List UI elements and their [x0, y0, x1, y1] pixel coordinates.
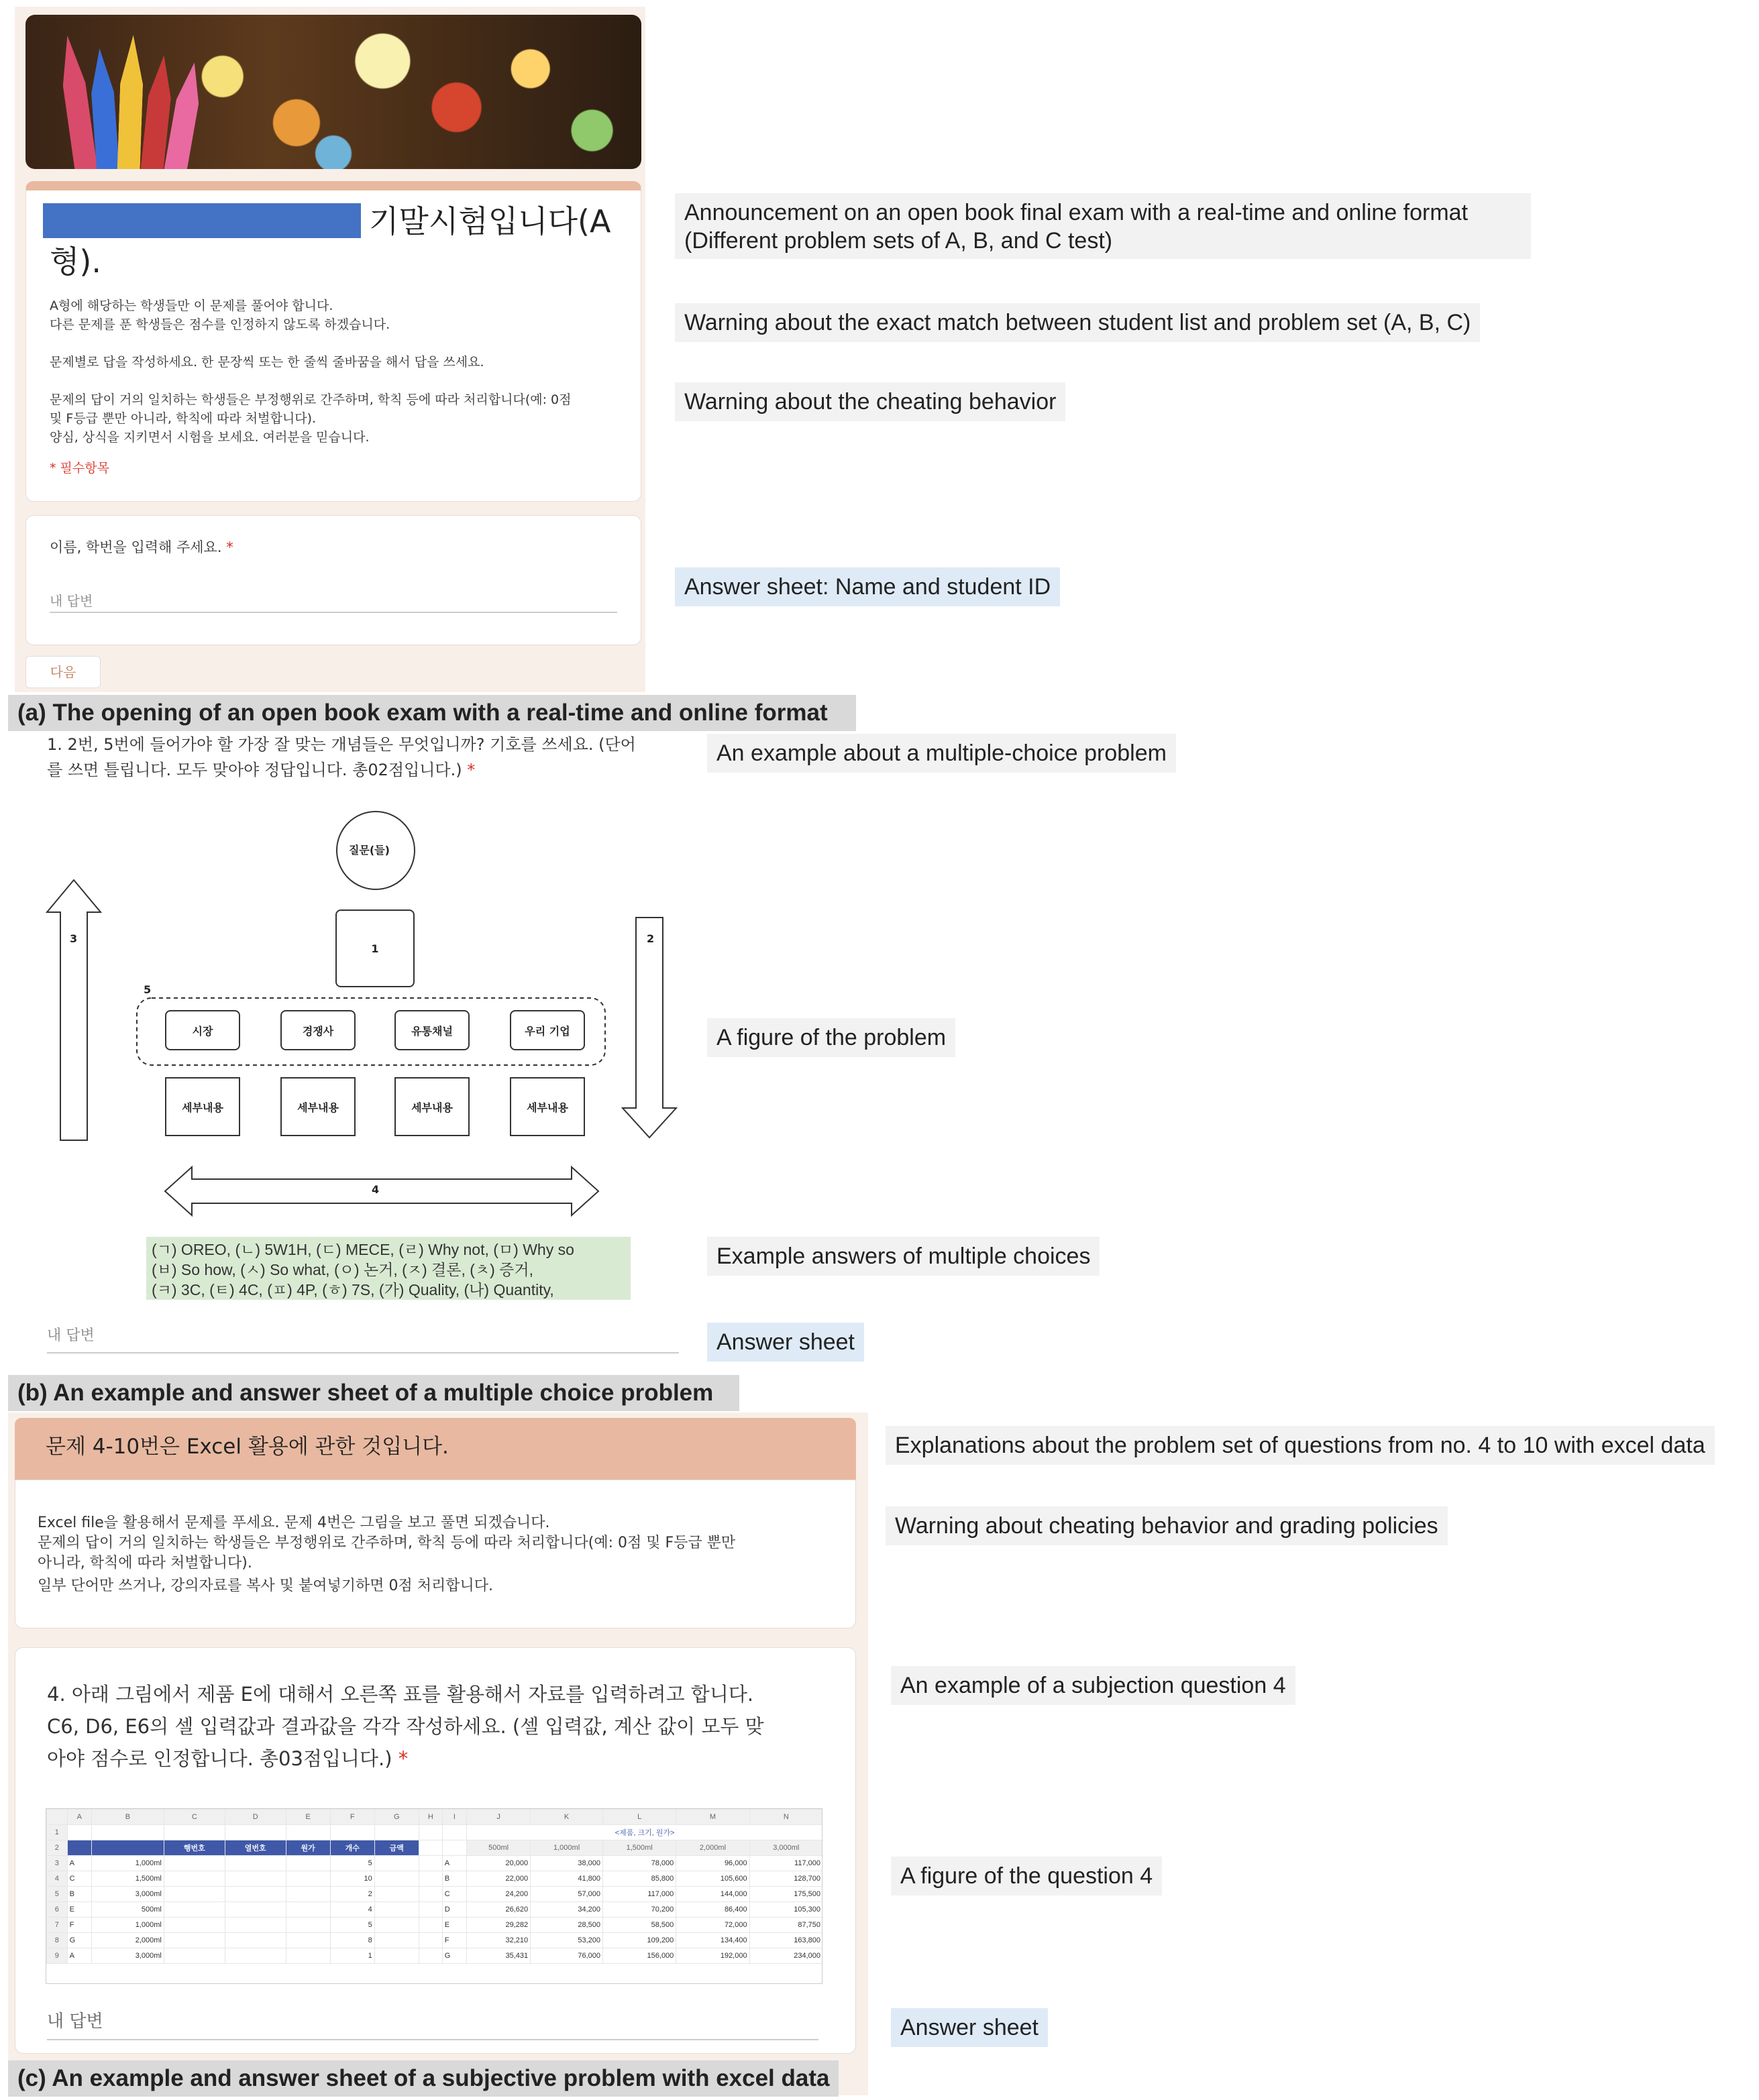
sheet-cell: B	[67, 1887, 91, 1902]
column-letter: E	[286, 1810, 330, 1825]
sheet-cell: C	[67, 1871, 91, 1887]
sheet-cell: B	[442, 1871, 466, 1887]
sheet-cell: 1,500ml	[92, 1871, 164, 1887]
callout-question-4: An example of a subjection question 4	[891, 1666, 1295, 1705]
excel-screenshot	[46, 1808, 822, 1984]
sheet-header: 행번호	[164, 1840, 225, 1856]
row-number: 6	[47, 1902, 68, 1918]
sheet-cell: 117,000	[603, 1887, 676, 1902]
callout-excel-explanation: Explanations about the problem set of questions from no. 4 to 10 with excel data	[886, 1426, 1715, 1465]
caption-c: (c) An example and answer sheet of a subjective problem with excel data	[8, 2060, 839, 2097]
sheet-cell	[92, 1840, 164, 1856]
column-letter: B	[92, 1810, 164, 1825]
column-letter: D	[225, 1810, 286, 1825]
next-button[interactable]: 다음	[25, 656, 101, 688]
sheet-cell	[286, 1948, 330, 1964]
sheet-cell	[419, 1871, 442, 1887]
sheet-cell: 4	[330, 1902, 374, 1918]
sheet-cell	[419, 1887, 442, 1902]
sheet-cell: 28,500	[531, 1918, 603, 1933]
sheet-cell: 192,000	[676, 1948, 749, 1964]
callout-answer-sheet-c: Answer sheet	[891, 2008, 1048, 2047]
callout-example-answers: Example answers of multiple choices	[707, 1237, 1100, 1276]
callout-question-4-figure: A figure of the question 4	[891, 1857, 1162, 1895]
sheet-cell	[225, 1948, 286, 1964]
sheet-cell: A	[67, 1856, 91, 1871]
sheet-cell: 1,000ml	[92, 1856, 164, 1871]
sheet-cell: 58,500	[603, 1918, 676, 1933]
double-arrow-4	[165, 1167, 598, 1215]
sheet-cell: 500ml	[92, 1902, 164, 1918]
section-header-text: 문제 4-10번은 Excel 활용에 관한 것입니다.	[46, 1435, 449, 1459]
sheet-cell: G	[442, 1948, 466, 1964]
sheet-cell: 163,800	[749, 1933, 822, 1948]
excel-table	[46, 1809, 822, 1964]
row-number: 1	[47, 1825, 68, 1840]
callout-name-answer-sheet: Answer sheet: Name and student ID	[675, 567, 1060, 606]
problem-diagram	[40, 805, 684, 1234]
sheet-size-header: 2,000ml	[676, 1840, 749, 1856]
callout-grading-warning: Warning about cheating behavior and grading policies	[886, 1506, 1448, 1545]
row-number: 8	[47, 1933, 68, 1948]
sheet-cell	[374, 1902, 419, 1918]
sheet-cell	[374, 1918, 419, 1933]
sheet-cell	[419, 1902, 442, 1918]
column-letter	[47, 1810, 68, 1825]
sheet-cell: 22,000	[467, 1871, 531, 1887]
form-description-line: A형에 해당하는 학생들만 이 문제를 풀어야 합니다.	[50, 298, 333, 313]
sheet-cell: 3,000ml	[92, 1948, 164, 1964]
sheet-cell: C	[442, 1887, 466, 1902]
sheet-cell	[164, 1948, 225, 1964]
sheet-cell: 156,000	[603, 1948, 676, 1964]
form-description-line: 및 F등급 뿐만 아니라, 학칙에 따라 처벌합니다).	[50, 411, 317, 426]
column-letter: F	[330, 1810, 374, 1825]
column-letter: H	[419, 1810, 442, 1825]
sheet-cell: 70,200	[603, 1902, 676, 1918]
sheet-cell: 1	[330, 1948, 374, 1964]
sheet-header: 열번호	[225, 1840, 286, 1856]
down-arrow-2	[623, 918, 676, 1138]
detail-box: 세부내용	[165, 1077, 240, 1136]
form-title: 기말시험입니다(A	[369, 203, 611, 239]
sheet-cell	[225, 1887, 286, 1902]
question-4-text-line3: 아야 점수로 인정합니다. 총03점입니다.) *	[47, 1747, 409, 1770]
sheet-cell: E	[67, 1902, 91, 1918]
sheet-cell: 5	[330, 1856, 374, 1871]
sheet-cell	[419, 1918, 442, 1933]
row-number: 2	[47, 1840, 68, 1856]
box-1: 1	[335, 909, 415, 987]
form-description-line: 문제별로 답을 작성하세요. 한 문장씩 또는 한 줄씩 줄바꿈을 해서 답을 쓰세요.	[50, 355, 484, 370]
column-letter: A	[67, 1810, 91, 1825]
concept-box-market: 시장	[165, 1010, 240, 1050]
sheet-cell	[164, 1825, 225, 1840]
row-number: 3	[47, 1856, 68, 1871]
sheet-table-title: <제품, 크기, 원가>	[467, 1825, 822, 1840]
answer-underline	[47, 2039, 818, 2040]
sheet-cell: 117,000	[749, 1856, 822, 1871]
sheet-cell	[164, 1933, 225, 1948]
sheet-cell	[419, 1948, 442, 1964]
sheet-header: 개수	[330, 1840, 374, 1856]
sheet-cell	[419, 1856, 442, 1871]
question-1-text: 1. 2번, 5번에 들어가야 할 가장 잘 맞는 개념들은 무엇입니까? 기호를 쓰세요. (단어	[47, 735, 636, 754]
sheet-cell	[164, 1887, 225, 1902]
multiple-choice-options: (ㄱ) OREO, (ㄴ) 5W1H, (ㄷ) MECE, (ㄹ) Why not, (ㅁ) Why so (ㅂ) So how, (ㅅ) So what, (ㅇ) 논거, (ㅈ) 결론, (ㅊ) 증거, (ㅋ) 3C, (ㅌ) 4C, (ㅍ) 4P, (ㅎ) 7S, (가) Quality, (나) Quantity,	[146, 1237, 631, 1300]
sheet-cell: 2,000ml	[92, 1933, 164, 1948]
sheet-cell	[225, 1856, 286, 1871]
sheet-cell: F	[67, 1918, 91, 1933]
sheet-cell	[225, 1902, 286, 1918]
sheet-cell: 24,200	[467, 1887, 531, 1902]
form-description-line: 양심, 상식을 지키면서 시험을 보세요. 여러분을 믿습니다.	[50, 430, 370, 445]
sheet-cell: 109,200	[603, 1933, 676, 1948]
excel-instruction-line: 문제의 답이 거의 일치하는 학생들은 부정행위로 간주하며, 학칙 등에 따라 처리합니다(예: 0점 및 F등급 뿐만	[38, 1535, 736, 1551]
header-banner-image	[25, 15, 641, 169]
sheet-cell	[286, 1887, 330, 1902]
form-title-line2: 형).	[50, 243, 102, 280]
sheet-cell: A	[442, 1856, 466, 1871]
sheet-cell: 26,620	[467, 1902, 531, 1918]
sheet-cell	[286, 1825, 330, 1840]
sheet-cell	[374, 1887, 419, 1902]
sheet-size-header: 1,000ml	[531, 1840, 603, 1856]
sheet-cell	[225, 1825, 286, 1840]
label-2: 2	[647, 932, 655, 945]
sheet-cell	[442, 1825, 466, 1840]
sheet-cell	[92, 1825, 164, 1840]
concept-box-channel: 유통채널	[394, 1010, 470, 1050]
sheet-size-header: 3,000ml	[749, 1840, 822, 1856]
sheet-cell	[286, 1871, 330, 1887]
redacted-course-name	[43, 203, 361, 238]
sheet-cell: D	[442, 1902, 466, 1918]
column-letter: M	[676, 1810, 749, 1825]
excel-instruction-line: 일부 단어만 쓰거나, 강의자료를 복사 및 붙여넣기하면 0점 처리합니다.	[38, 1578, 493, 1594]
callout-answer-sheet-b: Answer sheet	[707, 1323, 864, 1362]
detail-box: 세부내용	[394, 1077, 470, 1136]
column-letter: C	[164, 1810, 225, 1825]
label-3: 3	[70, 932, 78, 945]
sheet-cell: 175,500	[749, 1887, 822, 1902]
sheet-cell: 35,431	[467, 1948, 531, 1964]
sheet-cell: 76,000	[531, 1948, 603, 1964]
sheet-cell: 234,000	[749, 1948, 822, 1964]
answer-underline	[47, 1352, 679, 1353]
sheet-cell	[164, 1902, 225, 1918]
question-4-text: 4. 아래 그림에서 제품 E에 대해서 오른쪽 표를 활용해서 자료를 입력하려고 합니다.	[47, 1683, 754, 1706]
sheet-cell	[330, 1825, 374, 1840]
sheet-cell	[374, 1871, 419, 1887]
sheet-cell	[286, 1918, 330, 1933]
sheet-cell: 41,800	[531, 1871, 603, 1887]
row-number: 4	[47, 1871, 68, 1887]
sheet-cell: 96,000	[676, 1856, 749, 1871]
sheet-cell	[374, 1825, 419, 1840]
sheet-cell: E	[442, 1918, 466, 1933]
answer-underline	[50, 612, 617, 613]
form-description-line: 문제의 답이 거의 일치하는 학생들은 부정행위로 간주하며, 학칙 등에 따라 처리합니다(예: 0점	[50, 392, 572, 407]
sheet-cell	[419, 1933, 442, 1948]
q4-answer-input[interactable]: 내 답변	[47, 2011, 103, 2032]
sheet-cell	[225, 1918, 286, 1933]
label-5: 5	[144, 983, 152, 996]
sheet-cell: 1,000ml	[92, 1918, 164, 1933]
sheet-cell: 34,200	[531, 1902, 603, 1918]
sheet-header: 원가	[286, 1840, 330, 1856]
sheet-cell	[164, 1871, 225, 1887]
row-number: 9	[47, 1948, 68, 1964]
callout-student-list-warning: Warning about the exact match between student list and problem set (A, B, C)	[675, 303, 1480, 342]
excel-instruction-line: Excel file을 활용해서 문제를 푸세요. 문제 4번은 그림을 보고 풀면 되겠습니다.	[38, 1514, 550, 1531]
sheet-cell	[374, 1856, 419, 1871]
form-description-line: 다른 문제를 푼 학생들은 점수를 인정하지 않도록 하겠습니다.	[50, 317, 390, 332]
name-answer-input[interactable]: 내 답변	[50, 593, 93, 609]
sheet-cell	[225, 1871, 286, 1887]
sheet-cell: 57,000	[531, 1887, 603, 1902]
sheet-header: 금액	[374, 1840, 419, 1856]
sheet-cell	[164, 1918, 225, 1933]
label-4: 4	[372, 1183, 380, 1196]
detail-box: 세부내용	[280, 1077, 356, 1136]
required-note: * 필수항목	[50, 461, 109, 476]
callout-multiple-choice-example: An example about a multiple-choice problem	[707, 734, 1176, 773]
sheet-size-header: 500ml	[467, 1840, 531, 1856]
sheet-cell: 32,210	[467, 1933, 531, 1948]
sheet-cell	[419, 1840, 442, 1856]
sheet-cell: 38,000	[531, 1856, 603, 1871]
sheet-cell: 128,700	[749, 1871, 822, 1887]
name-question-card	[25, 515, 641, 645]
sheet-cell: F	[442, 1933, 466, 1948]
sheet-cell: 5	[330, 1918, 374, 1933]
callout-cheating-warning: Warning about the cheating behavior	[675, 382, 1065, 421]
sheet-cell	[164, 1856, 225, 1871]
sheet-cell	[286, 1902, 330, 1918]
sheet-cell: 144,000	[676, 1887, 749, 1902]
excel-instruction-line: 아니라, 학칙에 따라 처벌합니다).	[38, 1555, 252, 1571]
name-question-label: 이름, 학번을 입력해 주세요. *	[50, 539, 233, 555]
sheet-cell: 53,200	[531, 1933, 603, 1948]
column-letter: N	[749, 1810, 822, 1825]
column-letter: G	[374, 1810, 419, 1825]
sheet-cell	[374, 1933, 419, 1948]
sheet-cell	[286, 1933, 330, 1948]
caption-b: (b) An example and answer sheet of a multiple choice problem	[8, 1375, 739, 1411]
sheet-cell: 105,300	[749, 1902, 822, 1918]
column-letter: I	[442, 1810, 466, 1825]
sheet-cell: 134,400	[676, 1933, 749, 1948]
circle-label: 질문(들)	[349, 844, 390, 856]
column-letter: J	[467, 1810, 531, 1825]
sheet-cell: 78,000	[603, 1856, 676, 1871]
caption-a: (a) The opening of an open book exam with a real-time and online format	[8, 695, 856, 731]
up-arrow-3	[47, 880, 101, 1140]
column-letter: L	[603, 1810, 676, 1825]
sheet-cell	[225, 1933, 286, 1948]
sheet-cell	[286, 1856, 330, 1871]
concept-box-our-company: 우리 기업	[510, 1010, 585, 1050]
detail-box: 세부내용	[510, 1077, 585, 1136]
sheet-cell	[442, 1840, 466, 1856]
sheet-cell	[67, 1825, 91, 1840]
sheet-cell	[67, 1840, 91, 1856]
sheet-cell: 86,400	[676, 1902, 749, 1918]
sheet-cell: 2	[330, 1887, 374, 1902]
column-letter: K	[531, 1810, 603, 1825]
sheet-cell: 8	[330, 1933, 374, 1948]
question-4-text-line2: C6, D6, E6의 셀 입력값과 결과값을 각각 작성하세요. (셀 입력값, 계산 값이 모두 맞	[47, 1715, 764, 1738]
sheet-cell: 3,000ml	[92, 1887, 164, 1902]
row-number: 5	[47, 1887, 68, 1902]
sheet-cell: G	[67, 1933, 91, 1948]
sheet-cell	[374, 1948, 419, 1964]
sheet-cell: A	[67, 1948, 91, 1964]
row-number: 7	[47, 1918, 68, 1933]
q1-answer-input[interactable]: 내 답변	[47, 1327, 95, 1344]
sheet-size-header: 1,500ml	[603, 1840, 676, 1856]
sheet-cell: 105,600	[676, 1871, 749, 1887]
callout-problem-figure: A figure of the problem	[707, 1018, 955, 1057]
sheet-cell: 10	[330, 1871, 374, 1887]
sheet-cell: 29,282	[467, 1918, 531, 1933]
sheet-cell: 85,800	[603, 1871, 676, 1887]
sheet-cell: 20,000	[467, 1856, 531, 1871]
sheet-cell: 87,750	[749, 1918, 822, 1933]
question-1-text-line2: 를 쓰면 틀립니다. 모두 맞아야 정답입니다. 총02점입니다.) *	[47, 761, 476, 779]
sheet-cell: 72,000	[676, 1918, 749, 1933]
concept-box-competitor: 경쟁사	[280, 1010, 356, 1050]
sheet-cell	[419, 1825, 442, 1840]
callout-announcement: Announcement on an open book final exam with a real-time and online format (Different problem sets of A, B, and C test)	[675, 193, 1531, 259]
